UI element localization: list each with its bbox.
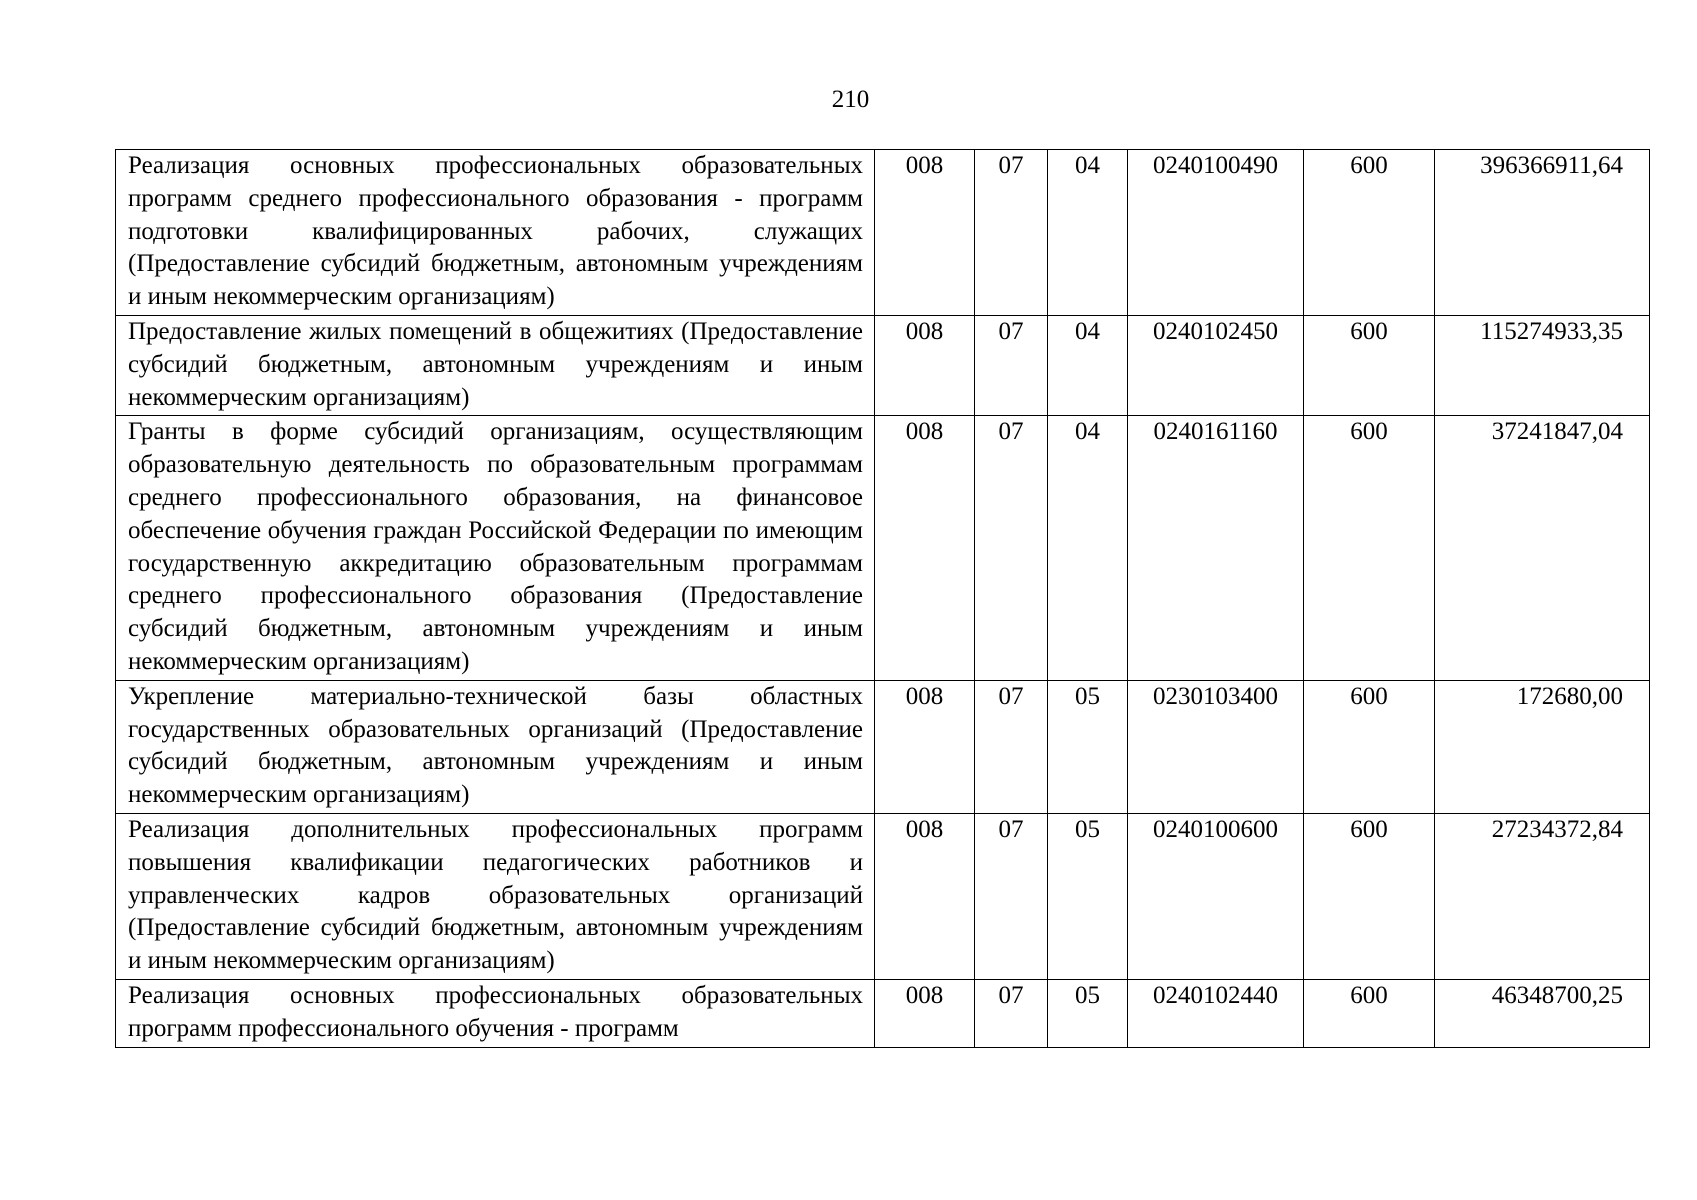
section-code: 07 bbox=[975, 680, 1048, 813]
table-row bbox=[116, 813, 1650, 979]
expense-type-code: 600 bbox=[1304, 680, 1435, 813]
subsection-code: 05 bbox=[1048, 979, 1128, 1047]
ministry-code: 008 bbox=[875, 813, 975, 979]
expense-type-code: 600 bbox=[1304, 315, 1435, 415]
target-article-code: 0240161160 bbox=[1128, 416, 1304, 680]
subsection-code: 05 bbox=[1048, 680, 1128, 813]
row-description: Укрепление материально-технической базы областных государственных образовательных организаций (Предоставление субсидий бюджетным, автономным учреждениям и иным некоммерческим организациям) bbox=[116, 680, 875, 813]
subsection-code: 04 bbox=[1048, 150, 1128, 316]
row-description: Реализация дополнительных профессиональных программ повышения квалификации педагогических работников и управленческих кадров образовательных организаций (Предоставление субсидий бюджетным, автономным учреждениям и иным некоммерческим организациям) bbox=[116, 813, 875, 979]
subsection-code: 04 bbox=[1048, 315, 1128, 415]
row-description: Гранты в форме субсидий организациям, осуществляющим образовательную деятельность по образовательным программам среднего профессионального образования, на финансовое обеспечение обучения граждан Российской Федерации по имеющим государственную аккредитацию образовательным программам среднего профессионального образования (Предоставление субсидий бюджетным, автономным учреждениям и иным некоммерческим организациям) bbox=[116, 416, 875, 680]
amount: 115274933,35 bbox=[1435, 315, 1650, 415]
target-article-code: 0240100600 bbox=[1128, 813, 1304, 979]
section-code: 07 bbox=[975, 979, 1048, 1047]
expense-type-code: 600 bbox=[1304, 150, 1435, 316]
ministry-code: 008 bbox=[875, 680, 975, 813]
target-article-code: 0240102440 bbox=[1128, 979, 1304, 1047]
expense-type-code: 600 bbox=[1304, 416, 1435, 680]
amount: 172680,00 bbox=[1435, 680, 1650, 813]
row-description-text: Реализация основных профессиональных образовательных программ профессионального обучения - программ bbox=[128, 981, 863, 1042]
ministry-code: 008 bbox=[875, 416, 975, 680]
subsection-code: 04 bbox=[1048, 416, 1128, 680]
table-row bbox=[116, 150, 1650, 316]
budget-table bbox=[115, 149, 1650, 1048]
section-code: 07 bbox=[975, 813, 1048, 979]
amount: 46348700,25 bbox=[1435, 979, 1650, 1047]
section-code: 07 bbox=[975, 150, 1048, 316]
expense-type-code: 600 bbox=[1304, 813, 1435, 979]
ministry-code: 008 bbox=[875, 315, 975, 415]
amount: 27234372,84 bbox=[1435, 813, 1650, 979]
section-code: 07 bbox=[975, 416, 1048, 680]
table-row bbox=[116, 315, 1650, 415]
table-row bbox=[116, 979, 1650, 1047]
target-article-code: 0230103400 bbox=[1128, 680, 1304, 813]
row-description: Реализация основных профессиональных образовательных программ среднего профессионального образования - программ подготовки квалифицированных рабочих, служащих (Предоставление субсидий бюджетным, автономным учреждениям и иным некоммерческим организациям) bbox=[116, 150, 875, 316]
target-article-code: 0240102450 bbox=[1128, 315, 1304, 415]
amount: 37241847,04 bbox=[1435, 416, 1650, 680]
amount: 396366911,64 bbox=[1435, 150, 1650, 316]
ministry-code: 008 bbox=[875, 979, 975, 1047]
expense-type-code: 600 bbox=[1304, 979, 1435, 1047]
target-article-code: 0240100490 bbox=[1128, 150, 1304, 316]
section-code: 07 bbox=[975, 315, 1048, 415]
row-description bbox=[116, 979, 875, 1047]
ministry-code: 008 bbox=[875, 150, 975, 316]
row-description: Предоставление жилых помещений в общежитиях (Предоставление субсидий бюджетным, автономным учреждениям и иным некоммерческим организациям) bbox=[116, 315, 875, 415]
table-row bbox=[116, 416, 1650, 680]
page-number: 210 bbox=[831, 86, 870, 113]
subsection-code: 05 bbox=[1048, 813, 1128, 979]
table-row bbox=[116, 680, 1650, 813]
